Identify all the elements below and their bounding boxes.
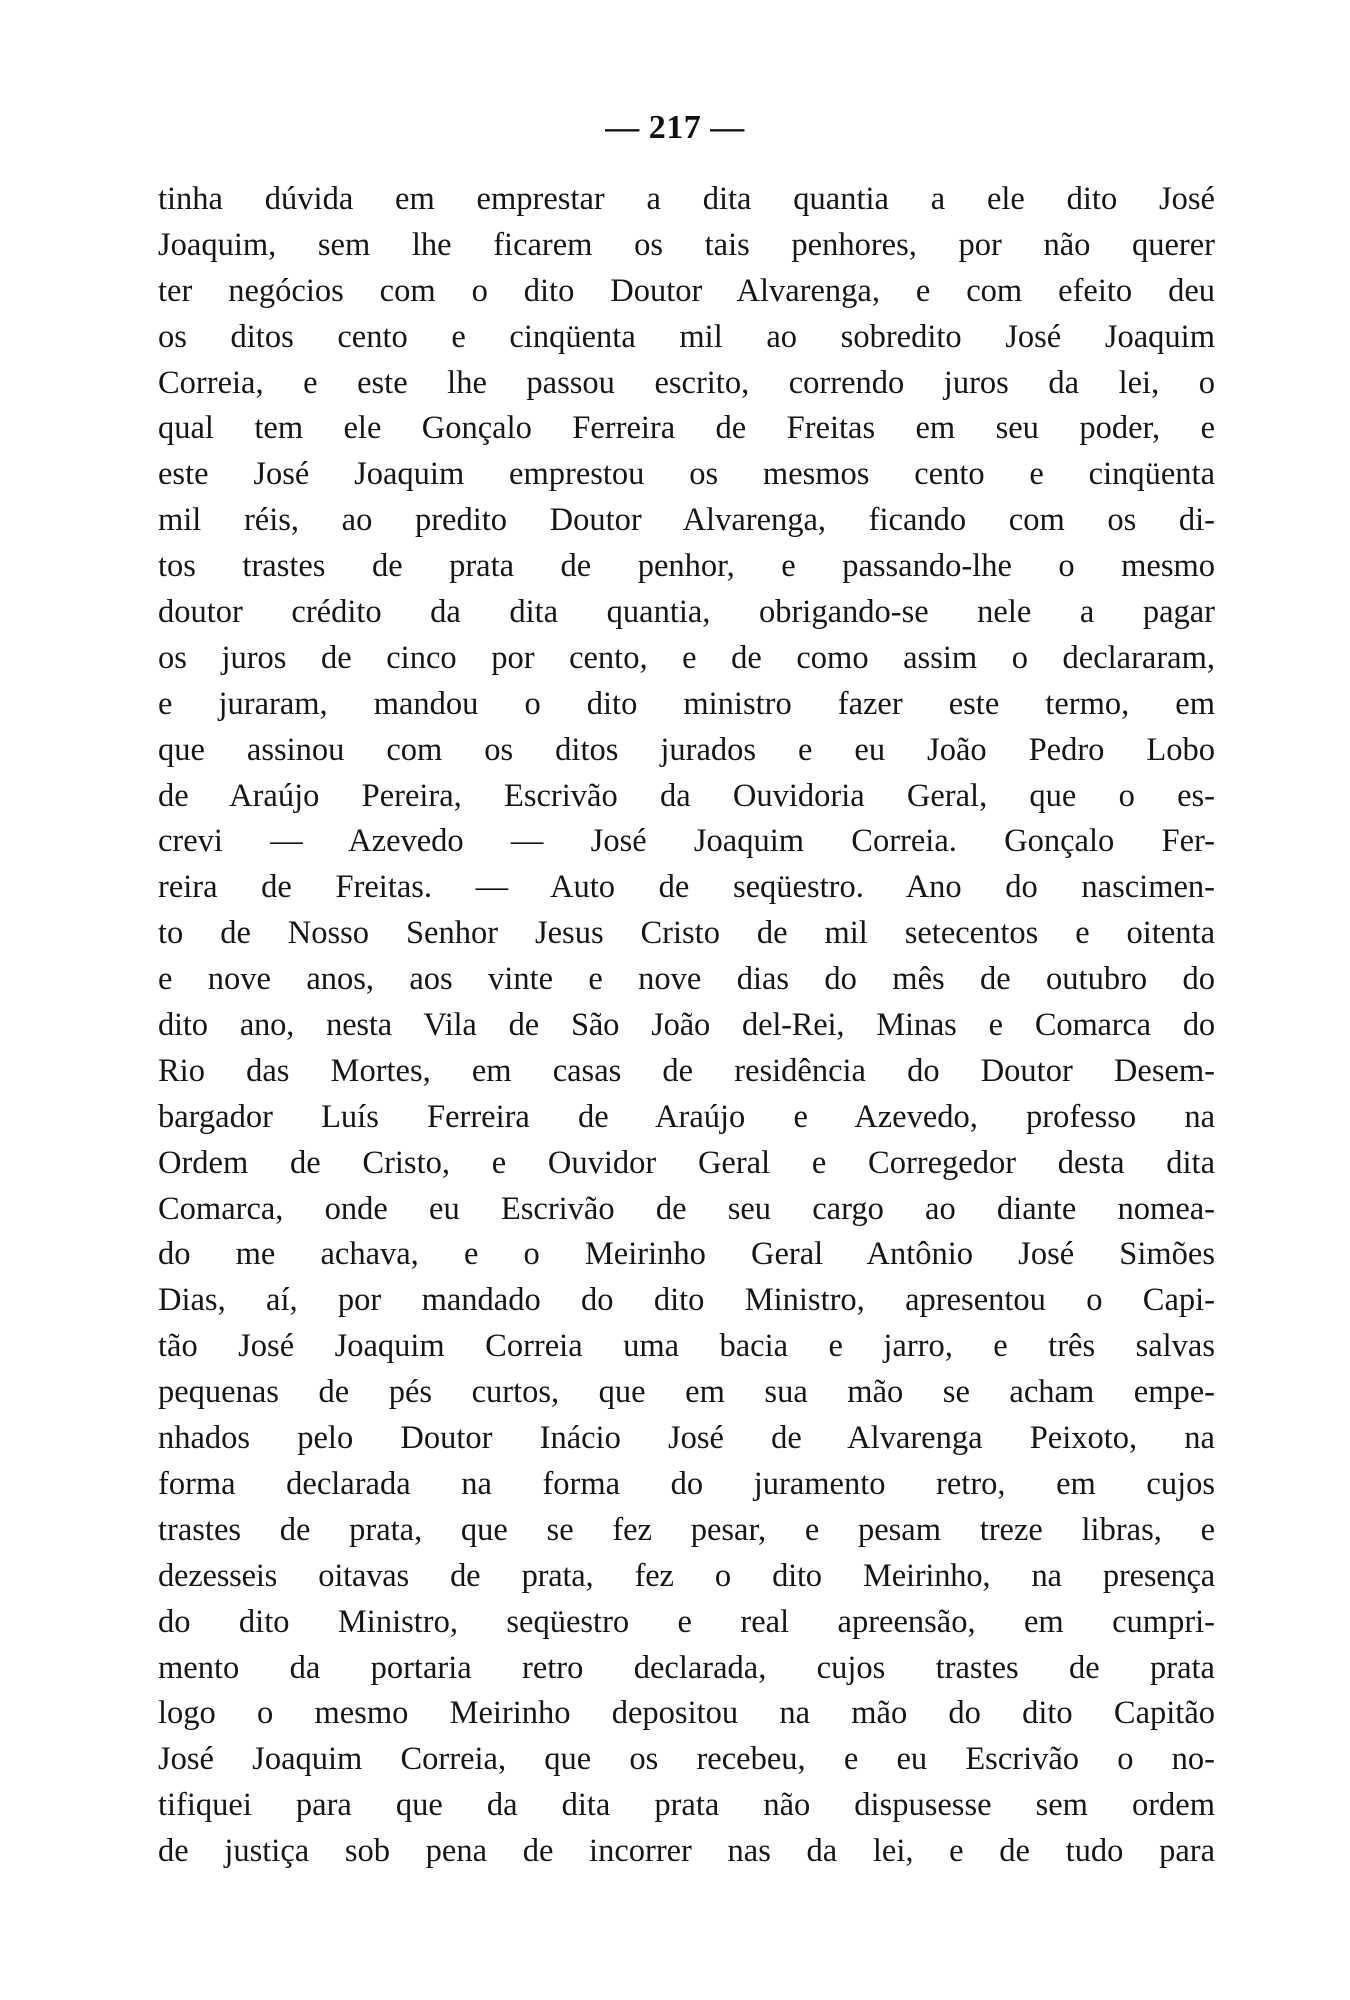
text-line-content: tão José Joaquim Correia uma bacia e jarro, e três salvas xyxy=(158,1328,1215,1365)
text-line-content: ter negócios com o dito Doutor Alvarenga, e com efeito deu xyxy=(158,272,1215,309)
text-line xyxy=(158,361,1215,407)
text-line-content: os ditos cento e cinqüenta mil ao sobredito José Joaquim xyxy=(158,318,1215,355)
text-line-content: Dias, aí, por mandado do dito Ministro, apresentou o Capi- xyxy=(158,1282,1215,1319)
text-line-content: de Araújo Pereira, Escrivão da Ouvidoria Geral, que o es- xyxy=(158,777,1215,814)
text-line-content: mento da portaria retro declarada, cujos trastes de prata xyxy=(158,1649,1215,1686)
text-line xyxy=(158,1737,1215,1783)
text-line xyxy=(158,1416,1215,1462)
text-line-content: do dito Ministro, seqüestro e real apreensão, em cumpri- xyxy=(158,1603,1215,1640)
text-line-content: e juraram, mandou o dito ministro fazer este termo, em xyxy=(158,685,1215,722)
text-line xyxy=(158,269,1215,315)
text-line xyxy=(158,636,1215,682)
text-line-content: Ordem de Cristo, e Ouvidor Geral e Corregedor desta dita xyxy=(158,1144,1215,1181)
text-line-content: tinha dúvida em emprestar a dita quantia a ele dito José xyxy=(158,181,1215,217)
text-line xyxy=(158,1370,1215,1416)
text-line xyxy=(158,1783,1215,1829)
page-number: — 217 — xyxy=(605,109,745,146)
text-line xyxy=(158,315,1215,361)
text-line-content: Rio das Mortes, em casas de residência do Doutor Desem- xyxy=(158,1052,1215,1089)
text-line xyxy=(158,1187,1215,1233)
text-line xyxy=(158,865,1215,911)
text-line-content: do me achava, e o Meirinho Geral Antônio José Simões xyxy=(158,1236,1215,1273)
text-line xyxy=(158,1691,1215,1737)
text-line-content: este José Joaquim emprestou os mesmos cento e cinqüenta xyxy=(158,456,1215,493)
text-line-content: que assinou com os ditos jurados e eu João Pedro Lobo xyxy=(158,731,1215,768)
text-line xyxy=(158,728,1215,774)
text-line-content: doutor crédito da dita quantia, obrigando-se nele a pagar xyxy=(158,594,1215,631)
text-line-content: nhados pelo Doutor Inácio José de Alvarenga Peixoto, na xyxy=(158,1420,1215,1457)
text-line xyxy=(158,1646,1215,1692)
text-line xyxy=(158,774,1215,820)
text-line-content: Comarca, onde eu Escrivão de seu cargo ao diante nomea- xyxy=(158,1190,1215,1227)
text-line-content: José Joaquim Correia, que os recebeu, e eu Escrivão o no- xyxy=(158,1741,1215,1778)
text-line-content: bargador Luís Ferreira de Araújo e Azevedo, professo na xyxy=(158,1098,1215,1135)
text-line xyxy=(158,452,1215,498)
text-line-content: reira de Freitas. — Auto de seqüestro. Ano do nascimen- xyxy=(158,869,1215,906)
text-line xyxy=(158,911,1215,957)
text-line xyxy=(158,682,1215,728)
text-line xyxy=(158,1278,1215,1324)
text-line-content: Correia, e este lhe passou escrito, correndo juros da lei, o xyxy=(158,364,1215,401)
text-line xyxy=(158,406,1215,452)
text-line xyxy=(158,1554,1215,1600)
text-line xyxy=(158,819,1215,865)
text-line xyxy=(158,1600,1215,1646)
text-line-content: e nove anos, aos vinte e nove dias do mês de outubro do xyxy=(158,961,1215,998)
text-line-content: dito ano, nesta Vila de São João del-Rei, Minas e Comarca do xyxy=(158,1007,1215,1044)
text-line-content: dezesseis oitavas de prata, fez o dito Meirinho, na presença xyxy=(158,1557,1215,1594)
text-line-content: de justiça sob pena de incorrer nas da lei, e de tudo para xyxy=(158,1833,1215,1870)
text-line-content: mil réis, ao predito Doutor Alvarenga, ficando com os di- xyxy=(158,502,1215,539)
text-line-content: qual tem ele Gonçalo Ferreira de Freitas em seu poder, e xyxy=(158,410,1215,447)
text-line-content: crevi — Azevedo — José Joaquim Correia. Gonçalo Fer- xyxy=(158,823,1215,860)
text-line-content: os juros de cinco por cento, e de como assim o declararam, xyxy=(158,639,1215,676)
text-line xyxy=(158,1141,1215,1187)
text-line xyxy=(158,590,1215,636)
text-line xyxy=(158,223,1215,269)
body-text xyxy=(158,177,1215,1875)
text-line-content: logo o mesmo Meirinho depositou na mão do dito Capitão xyxy=(158,1695,1215,1732)
text-line xyxy=(158,1324,1215,1370)
text-line xyxy=(158,1462,1215,1508)
text-line xyxy=(158,1508,1215,1554)
text-line-content: trastes de prata, que se fez pesar, e pesam treze libras, e xyxy=(158,1511,1215,1548)
text-line xyxy=(158,498,1215,544)
text-line-content: Joaquim, sem lhe ficarem os tais penhores, por não querer xyxy=(158,226,1215,263)
text-line-content: tifiquei para que da dita prata não dispusesse sem ordem xyxy=(158,1787,1215,1824)
text-line xyxy=(158,544,1215,590)
text-line-content: tos trastes de prata de penhor, e passando-lhe o mesmo xyxy=(158,548,1215,585)
text-line-content: pequenas de pés curtos, que em sua mão se acham empe- xyxy=(158,1374,1215,1411)
text-line xyxy=(158,1003,1215,1049)
text-line xyxy=(158,1095,1215,1141)
text-line xyxy=(158,957,1215,1003)
text-line xyxy=(158,1232,1215,1278)
text-line xyxy=(158,1829,1215,1875)
text-line-content: forma declarada na forma do juramento retro, em cujos xyxy=(158,1465,1215,1502)
text-line-content: to de Nosso Senhor Jesus Cristo de mil setecentos e oitenta xyxy=(158,915,1215,952)
text-line xyxy=(158,1049,1215,1095)
text-line xyxy=(158,177,1215,223)
